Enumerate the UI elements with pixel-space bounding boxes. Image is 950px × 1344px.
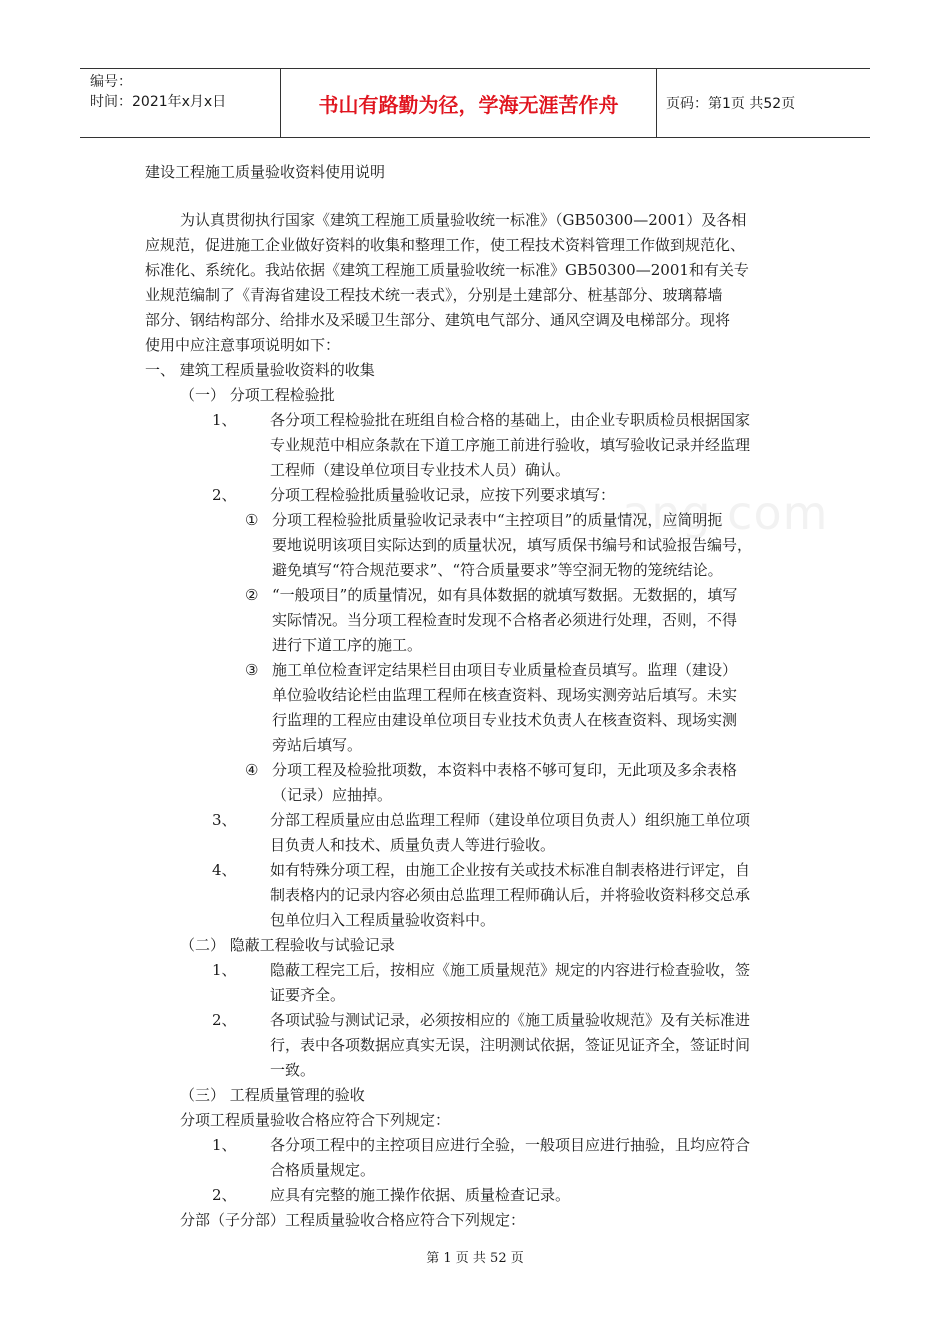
body-line: 分部工程质量应由总监理工程师（建设单位项目负责人）组织施工单位项 [270, 811, 751, 829]
page-footer: 第 1 页 共 52 页 [426, 1251, 524, 1266]
body-line: （记录）应抽掉。 [272, 786, 393, 804]
subsection-heading: （一） 分项工程检验批 [180, 386, 335, 404]
section-heading: 一、 建筑工程质量验收资料的收集 [145, 361, 375, 379]
body-line: 一致。 [270, 1061, 316, 1079]
watermark: ang.com [622, 486, 829, 540]
body-line: 要地说明该项目实际达到的质量状况，填写质保书编号和试验报告编号， [272, 536, 753, 554]
body-line: 各分项工程中的主控项目应进行全验，一般项目应进行抽验，且均应符合 [270, 1136, 751, 1154]
body-line: 分项工程检验批质量验收记录，应按下列要求填写： [270, 486, 616, 504]
body-line: 隐蔽工程完工后，按相应《施工质量规范》规定的内容进行检查验收，签 [270, 961, 751, 979]
item-number: ② [245, 586, 259, 604]
body-line: 行监理的工程应由建设单位项目专业技术负责人在核查资料、现场实测 [272, 711, 738, 729]
item-number: 2、 [212, 486, 237, 504]
body-line: 业规范编制了《青海省建设工程技术统一表式》，分别是土建部分、桩基部分、玻璃幕墙 [145, 286, 723, 304]
body-line: 如有特殊分项工程，由施工企业按有关或技术标准自制表格进行评定，自 [270, 861, 751, 879]
header-meta [80, 69, 280, 137]
item-number: 2、 [212, 1186, 237, 1204]
body-line: “一般项目”的质量情况，如有具体数据的就填写数据。无数据的，填写 [272, 586, 738, 604]
header-divider [656, 69, 657, 137]
body-line: 分项工程检验批质量验收记录表中“主控项目”的质量情况，应简明扼 [272, 511, 723, 529]
body-line: 为认真贯彻执行国家《建筑工程施工质量验收统一标准》（GB50300—2001）及各相 [180, 211, 747, 229]
body-line: 分项工程质量验收合格应符合下列规定： [180, 1111, 451, 1129]
body-line: 目负责人和技术、质量负责人等进行验收。 [270, 836, 556, 854]
item-number: 2、 [212, 1011, 237, 1029]
body-line: 制表格内的记录内容必须由总监理工程师确认后，并将验收资料移交总承 [270, 886, 751, 904]
document-title: 建设工程施工质量验收资料使用说明 [145, 163, 386, 181]
item-number: ④ [245, 761, 259, 779]
body-line: 分部（子分部）工程质量验收合格应符合下列规定： [180, 1211, 526, 1229]
body-line: 工程师（建设单位项目专业技术人员）确认。 [270, 461, 571, 479]
subsection-heading: （二） 隐蔽工程验收与试验记录 [180, 936, 395, 954]
item-number: 1、 [212, 1136, 237, 1154]
item-number: 4、 [212, 861, 237, 879]
body-line: 部分、钢结构部分、给排水及采暖卫生部分、建筑电气部分、通风空调及电梯部分。现将 [145, 311, 731, 329]
body-line: 各分项工程检验批在班组自检合格的基础上，由企业专职质检员根据国家 [270, 411, 751, 429]
document-header [80, 68, 870, 138]
item-number: 1、 [212, 961, 237, 979]
body-line: 应规范，促进施工企业做好资料的收集和整理工作，使工程技术资料管理工作做到规范化、 [145, 236, 746, 254]
body-line: 分项工程及检验批项数，本资料中表格不够可复印，无此项及多余表格 [272, 761, 738, 779]
body-line: 施工单位检查评定结果栏目由项目专业质量检查员填写。监理（建设） [272, 661, 738, 679]
body-line: 使用中应注意事项说明如下： [145, 336, 341, 354]
item-number: 3、 [212, 811, 237, 829]
item-number: ③ [245, 661, 259, 679]
subsection-heading: （三） 工程质量管理的验收 [180, 1086, 365, 1104]
doc-date-label: 时间：2021年x月x日 [90, 94, 227, 110]
body-line: 合格质量规定。 [270, 1161, 376, 1179]
body-line: 进行下道工序的施工。 [272, 636, 423, 654]
doc-number-label: 编号： [90, 74, 132, 90]
body-line: 标准化、系统化。我站依据《建筑工程施工质量验收统一标准》GB50300—2001和有关专 [145, 261, 749, 279]
body-line: 证要齐全。 [270, 986, 346, 1004]
item-number: ① [245, 511, 259, 529]
header-page-info: 页码：第1页 共52页 [666, 96, 796, 112]
header-motto: 书山有路勤为径，学海无涯苦作舟 [318, 92, 619, 117]
body-line: 避免填写“符合规范要求”、“符合质量要求”等空洞无物的笼统结论。 [272, 561, 723, 579]
item-number: 1、 [212, 411, 237, 429]
body-line: 单位验收结论栏由监理工程师在核查资料、现场实测旁站后填写。未实 [272, 686, 738, 704]
body-line: 专业规范中相应条款在下道工序施工前进行验收，填写验收记录并经监理 [270, 436, 751, 454]
body-line: 旁站后填写。 [272, 736, 363, 754]
body-line: 包单位归入工程质量验收资料中。 [270, 911, 496, 929]
body-line: 行，表中各项数据应真实无误，注明测试依据，签证见证齐全，签证时间 [270, 1036, 751, 1054]
body-line: 各项试验与测试记录，必须按相应的《施工质量验收规范》及有关标准进 [270, 1011, 751, 1029]
body-line: 应具有完整的施工操作依据、质量检查记录。 [270, 1186, 571, 1204]
body-line: 实际情况。当分项工程检查时发现不合格者必须进行处理，否则，不得 [272, 611, 738, 629]
